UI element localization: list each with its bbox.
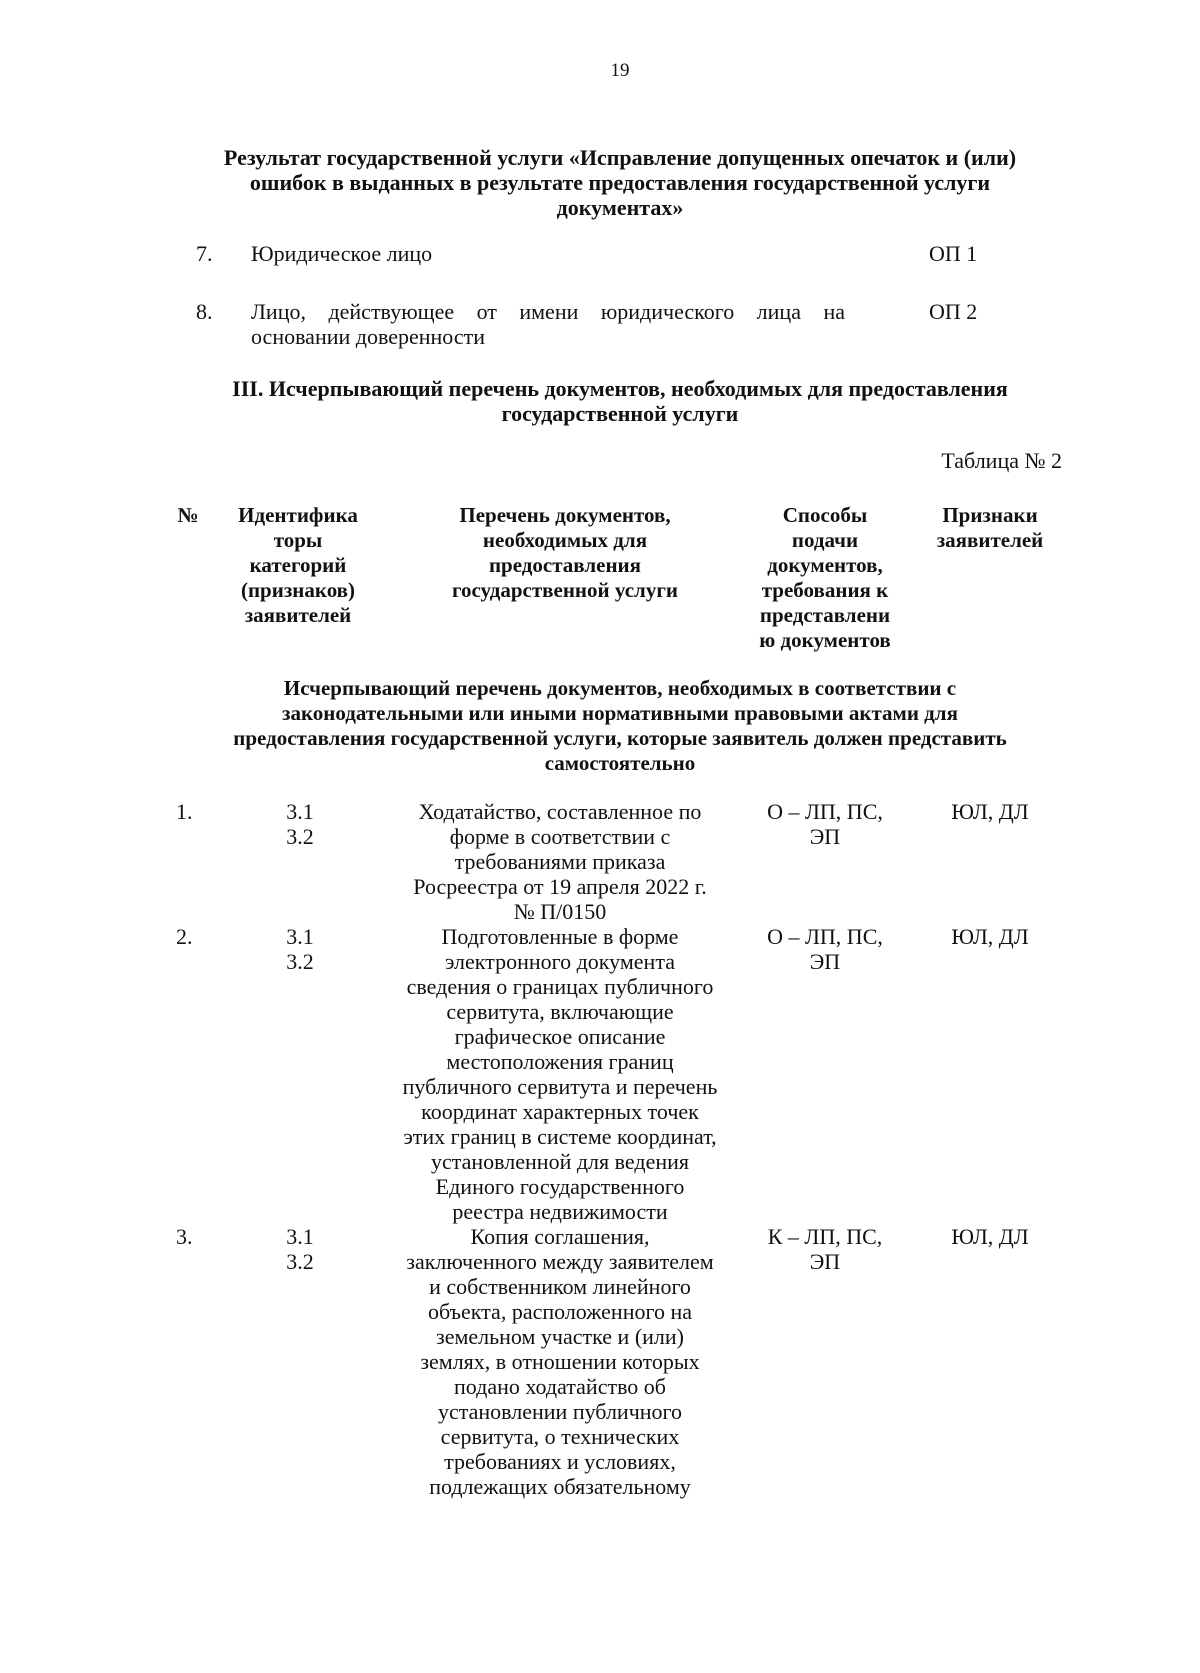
table-cell-line: 3.2	[286, 949, 314, 974]
list-item-text-continuation: основании доверенности	[251, 324, 485, 349]
table-header-number: №	[177, 503, 199, 527]
table-cell-line: местоположения границ	[446, 1049, 674, 1074]
table-cell-line: ЭП	[809, 824, 841, 849]
list-item-code: ОП 1	[929, 241, 978, 266]
table-row-number: 3.	[176, 1224, 193, 1249]
table-header-line: государственной услуги	[452, 578, 678, 602]
table-cell-line: публичного сервитута и перечень	[402, 1074, 718, 1099]
table-cell-line: земельном участке и (или)	[436, 1324, 684, 1349]
table-row-identifiers	[260, 799, 340, 849]
table-cell-line: заключенного между заявителем	[406, 1249, 714, 1274]
table-cell-line: подано ходатайство об	[453, 1374, 667, 1399]
list-item-text: Лицо, действующее от имени юридического лица на	[251, 299, 845, 324]
table-row-number: 1.	[176, 799, 193, 824]
table-cell-line: сервитута, включающие	[446, 999, 674, 1024]
table-cell-line: сервитута, о технических	[440, 1424, 680, 1449]
list-item-number: 8.	[196, 299, 213, 324]
table-cell-line: Росреестра от 19 апреля 2022 г.	[413, 874, 707, 899]
list-item-text: Юридическое лицо	[251, 241, 433, 266]
table-cell-line: этих границ в системе координат,	[403, 1124, 717, 1149]
table-cell-line: 3.1	[286, 799, 314, 824]
table-cell-line: требованиями приказа	[454, 849, 666, 874]
table-cell-line: координат характерных точек	[421, 1099, 699, 1124]
table-cell-line: сведения о границах публичного	[406, 974, 714, 999]
table-cell-line: установленной для ведения	[431, 1149, 689, 1174]
section-heading-line: III. Исчерпывающий перечень документов, необходимых для предоставления	[232, 376, 1008, 401]
table-row-signs: ЮЛ, ДЛ	[951, 799, 1029, 824]
table-row-document	[395, 1224, 725, 1499]
table-cell-line: подлежащих обязательному	[429, 1474, 691, 1499]
table-header-line: представлени	[759, 603, 891, 627]
table-row-identifiers	[260, 924, 340, 974]
table-header-line: ю документов	[759, 628, 891, 652]
table-cell-line: Ходатайство, составленное по	[418, 799, 702, 824]
subsection-heading-line: Исчерпывающий перечень документов, необходимых в соответствии с	[283, 676, 957, 700]
subsection-heading-line: законодательными или иными нормативными правовыми актами для	[282, 701, 958, 725]
table-header-line: категорий	[249, 553, 347, 577]
table-header-signs	[925, 503, 1055, 553]
table-cell-line: № П/0150	[513, 899, 607, 924]
result-heading-line: документах»	[556, 195, 684, 220]
table-header-identifiers	[216, 503, 380, 628]
table-cell-line: 3.1	[286, 924, 314, 949]
section-heading-line: государственной услуги	[501, 401, 739, 426]
table-cell-line: О – ЛП, ПС,	[767, 799, 883, 824]
table-row-signs: ЮЛ, ДЛ	[951, 924, 1029, 949]
table-cell-line: форме в соответствии с	[449, 824, 671, 849]
table-cell-line: объекта, расположенного на	[427, 1299, 692, 1324]
table-row-method	[740, 1224, 910, 1274]
table-cell-line: установлении публичного	[437, 1399, 683, 1424]
table-cell-line: графическое описание	[454, 1024, 666, 1049]
table-cell-line: ЭП	[809, 949, 841, 974]
subsection-heading	[150, 676, 1090, 776]
result-heading-line: Результат государственной услуги «Исправление допущенных опечаток и (или)	[223, 145, 1017, 170]
table-label: Таблица № 2	[941, 448, 1062, 473]
table-cell-line: требованиях и условиях,	[444, 1449, 676, 1474]
table-cell-line: Подготовленные в форме	[441, 924, 679, 949]
page-number: 19	[610, 60, 630, 81]
table-header-line: необходимых для	[482, 528, 648, 552]
table-cell-line: реестра недвижимости	[452, 1199, 668, 1224]
table-header-line: Способы	[782, 503, 868, 527]
result-heading-line: ошибок в выданных в результате предоставления государственной услуги	[249, 170, 991, 195]
table-cell-line: О – ЛП, ПС,	[767, 924, 883, 949]
table-cell-line: К – ЛП, ПС,	[767, 1224, 883, 1249]
table-row-document	[395, 924, 725, 1224]
table-row-method	[740, 924, 910, 974]
table-header-line: торы	[273, 528, 323, 552]
table-cell-line: ЭП	[809, 1249, 841, 1274]
table-header-line: Идентифика	[238, 503, 358, 527]
subsection-heading-line: самостоятельно	[544, 751, 696, 775]
result-heading	[150, 145, 1090, 220]
table-cell-line: 3.2	[286, 1249, 314, 1274]
table-cell-line: электронного документа	[445, 949, 675, 974]
table-cell-line: Единого государственного	[435, 1174, 685, 1199]
list-item-code: ОП 2	[929, 299, 978, 324]
table-cell-line: Копия соглашения,	[470, 1224, 650, 1249]
table-header-line: подачи	[791, 528, 859, 552]
list-item-number: 7.	[196, 241, 213, 266]
table-header-line: (признаков)	[240, 578, 356, 602]
table-cell-line: и собственником линейного	[429, 1274, 691, 1299]
table-header-methods	[730, 503, 920, 653]
table-row-number: 2.	[176, 924, 193, 949]
section-heading	[150, 376, 1090, 426]
table-row-method	[740, 799, 910, 849]
table-header-line: Перечень документов,	[459, 503, 671, 527]
table-cell-line: 3.2	[286, 824, 314, 849]
table-cell-line: землях, в отношении которых	[420, 1349, 700, 1374]
table-row-document	[395, 799, 725, 924]
subsection-heading-line: предоставления государственной услуги, которые заявитель должен представить	[233, 726, 1007, 750]
table-cell-line: 3.1	[286, 1224, 314, 1249]
table-row-identifiers	[260, 1224, 340, 1274]
table-row-signs: ЮЛ, ДЛ	[951, 1224, 1029, 1249]
table-header-line: предоставления	[488, 553, 642, 577]
table-header-line: заявителей	[244, 603, 352, 627]
table-header-line: требования к	[761, 578, 889, 602]
table-header-line: заявителей	[936, 528, 1044, 552]
table-header-line: Признаки	[942, 503, 1038, 527]
table-header-line: документов,	[767, 553, 883, 577]
table-header-documents	[415, 503, 715, 603]
